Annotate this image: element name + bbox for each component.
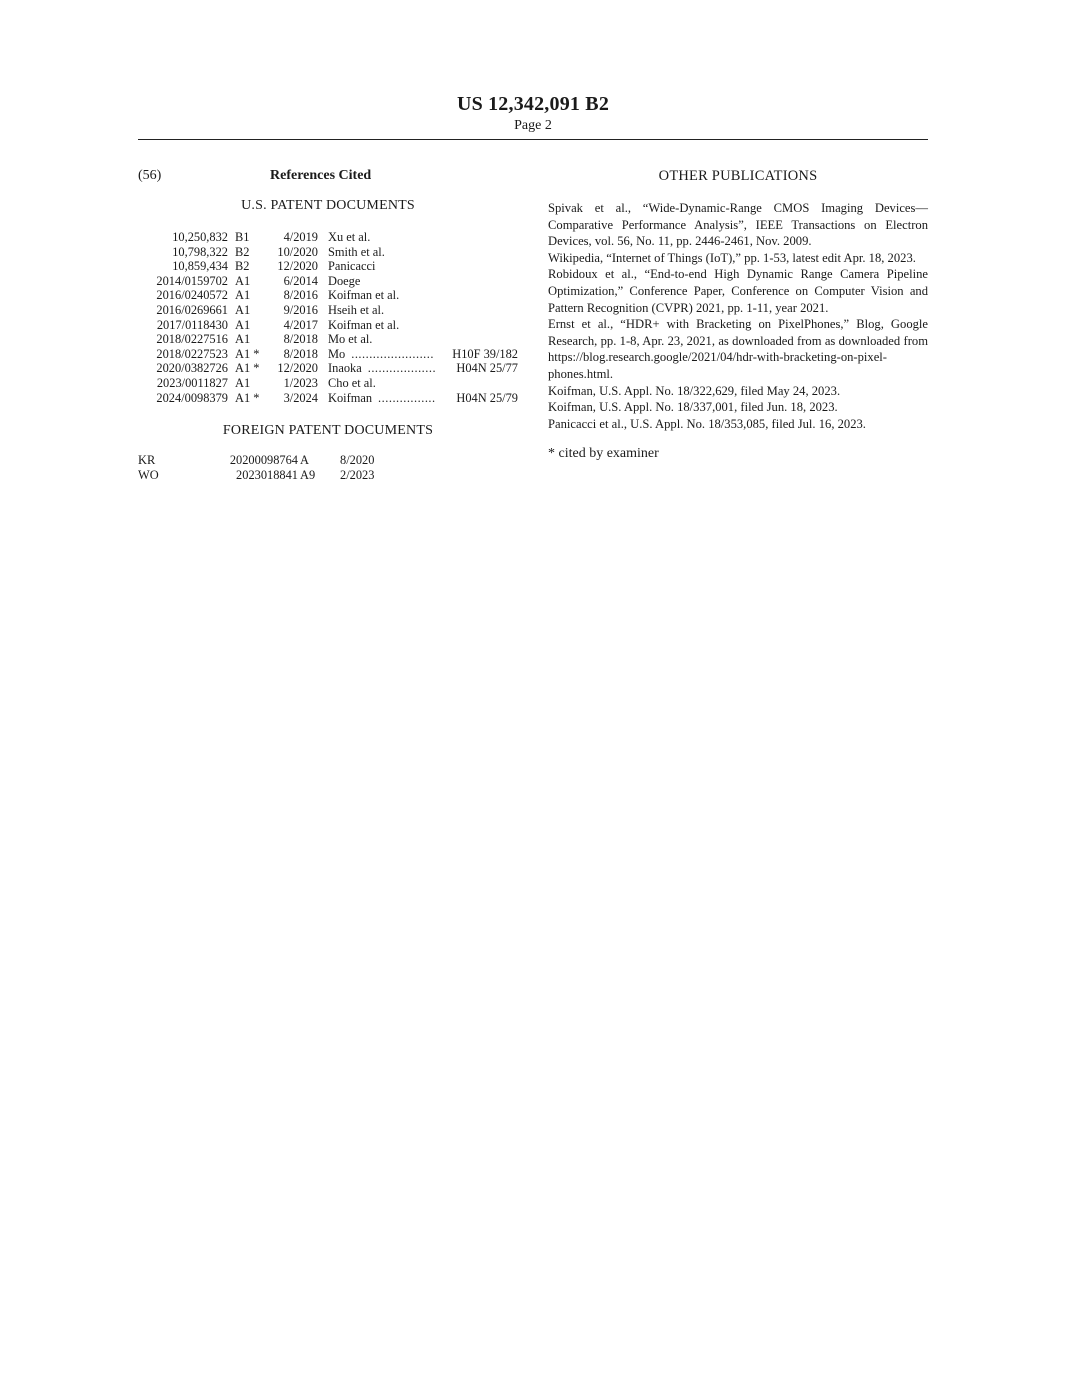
- header-rule: [138, 139, 928, 140]
- publication-entry: Koifman, U.S. Appl. No. 18/322,629, filed May 24, 2023.: [548, 383, 841, 398]
- country-cell: WO: [138, 467, 159, 482]
- leader-dots: ................: [378, 390, 436, 405]
- us-patent-row: [138, 318, 523, 333]
- inventor-cell: Koifman et al.: [328, 288, 400, 303]
- foreign-patent-row: [138, 468, 523, 483]
- us-patent-row: [138, 303, 523, 318]
- date-cell: 4/2019: [283, 230, 318, 244]
- us-patent-row: [138, 259, 523, 274]
- date-cell: 4/2017: [283, 317, 318, 332]
- us-patent-row: [138, 274, 523, 289]
- classification-cell: H04N 25/79: [456, 390, 518, 405]
- us-patent-row: [138, 347, 523, 362]
- inventor-cell: Panicacci: [328, 259, 376, 274]
- patent-number-cell: 20200098764: [229, 453, 298, 468]
- patent-number-cell: 2020/0382726: [156, 361, 228, 376]
- references-heading: [138, 168, 523, 188]
- kind-code-cell: A1: [235, 375, 251, 390]
- classification-cell: H04N 25/77: [456, 361, 518, 376]
- kind-code-cell: B1: [235, 230, 250, 244]
- patent-number-cell: 2018/0227516: [156, 332, 228, 347]
- cited-by-examiner-note: * cited by examiner: [548, 446, 659, 462]
- patent-number-cell: 2024/0098379: [156, 390, 228, 405]
- date-cell: 3/2024: [283, 390, 318, 405]
- kind-code-cell: A1: [235, 288, 251, 303]
- publication-list: [548, 200, 928, 432]
- patent-number-cell: 2016/0269661: [156, 302, 228, 317]
- date-cell: 9/2016: [283, 302, 318, 317]
- other-publications-section: [548, 168, 928, 462]
- publication-entry: Panicacci et al., U.S. Appl. No. 18/353,085, filed Jul. 16, 2023.: [548, 416, 866, 431]
- date-cell: 8/2020: [340, 453, 375, 468]
- date-cell: 12/2020: [277, 361, 318, 376]
- kind-code-cell: A1: [235, 332, 251, 347]
- patent-number: US 12,342,091 B2: [456, 93, 610, 115]
- patent-number-cell: 2023/0011827: [156, 375, 228, 390]
- patent-number-cell: 2023018841: [236, 467, 298, 482]
- date-cell: 2/2023: [340, 467, 375, 482]
- inventor-cell: Doege: [328, 273, 361, 288]
- patent-number-cell: 2016/0240572: [156, 288, 228, 303]
- references-title: References Cited: [270, 168, 372, 183]
- inventor-cell: Smith et al.: [328, 244, 385, 259]
- publication-entry: Wikipedia, “Internet of Things (IoT),” pp. 1-53, latest edit Apr. 18, 2023.: [548, 250, 916, 265]
- kind-code-cell: A1 *: [235, 390, 260, 405]
- kind-code-cell: B2: [235, 244, 250, 259]
- us-patent-row: [138, 245, 523, 260]
- patent-number-cell: 10,250,832: [172, 230, 228, 244]
- inventor-cell: Koifman: [328, 390, 373, 405]
- kind-code-cell: A1: [235, 302, 251, 317]
- leader-dots: .......................: [351, 346, 434, 361]
- date-cell: 8/2018: [283, 346, 318, 361]
- publication-entry: Spivak et al., “Wide-Dynamic-Range CMOS Imaging Devices—Comparative Performance Analysis”, IEEE Transactions on Electron Devices, vol. 56, No. 11, pp. 2446-2461, Nov. 2009.: [548, 201, 928, 249]
- foreign-patent-table: [138, 453, 523, 482]
- kind-code-cell: A9: [300, 467, 316, 482]
- date-cell: 6/2014: [283, 273, 318, 288]
- kind-code-cell: B2: [235, 259, 250, 274]
- kind-code-cell: A1: [235, 317, 251, 332]
- publication-entry: Koifman, U.S. Appl. No. 18/337,001, filed Jun. 18, 2023.: [548, 400, 838, 415]
- field-code: (56): [138, 168, 162, 183]
- kind-code-cell: A1 *: [235, 361, 260, 376]
- inventor-cell: Mo et al.: [328, 332, 373, 347]
- kind-code-cell: A: [300, 453, 309, 468]
- us-patent-row: [138, 376, 523, 391]
- us-patent-row: [138, 361, 523, 376]
- foreign-patent-row: [138, 453, 523, 468]
- patent-number-cell: 2018/0227523: [156, 346, 228, 361]
- date-cell: 10/2020: [277, 244, 318, 259]
- foreign-patent-documents-title: FOREIGN PATENT DOCUMENTS: [222, 423, 434, 439]
- us-patent-row: [138, 391, 523, 406]
- kind-code-cell: A1: [235, 273, 251, 288]
- page-label: Page 2: [514, 118, 552, 133]
- date-cell: 1/2023: [283, 375, 318, 390]
- other-publications-title: OTHER PUBLICATIONS: [658, 168, 818, 184]
- publication-entry: Ernst et al., “HDR+ with Bracketing on PixelPhones,” Blog, Google Research, pp. 1-8, Apr. 23, 2021, as downloaded from as downloaded from https://blog.research.google/2021/04/hdr-with-bracketing-on-pixel-phones.html.: [548, 317, 928, 381]
- us-patent-documents-title: U.S. PATENT DOCUMENTS: [241, 198, 415, 213]
- patent-number-cell: 10,798,322: [172, 244, 228, 259]
- date-cell: 8/2018: [283, 332, 318, 347]
- inventor-cell: Hseih et al.: [328, 302, 385, 317]
- us-patent-row: [138, 332, 523, 347]
- us-patent-row: [138, 288, 523, 303]
- date-cell: 8/2016: [283, 288, 318, 303]
- kind-code-cell: A1 *: [235, 346, 260, 361]
- page-header: [138, 92, 928, 135]
- inventor-cell: Xu et al.: [328, 230, 371, 244]
- references-cited-section: [138, 168, 523, 482]
- us-patent-table: [138, 230, 523, 405]
- publication-entry: Robidoux et al., “End-to-end High Dynamic Range Camera Pipeline Optimization,” Conference Paper, Conference on Computer Vision and Pattern Recognition (CVPR) 2021, pp. 1-11, year 2021.: [548, 267, 928, 315]
- patent-number-cell: 2014/0159702: [156, 273, 228, 288]
- inventor-cell: Cho et al.: [328, 375, 376, 390]
- inventor-cell: Inaoka: [328, 361, 362, 376]
- date-cell: 12/2020: [277, 259, 318, 274]
- patent-number-cell: 2017/0118430: [156, 317, 228, 332]
- country-cell: KR: [138, 453, 156, 468]
- inventor-cell: Mo: [328, 346, 346, 361]
- inventor-cell: Koifman et al.: [328, 317, 400, 332]
- classification-cell: H10F 39/182: [452, 346, 518, 361]
- leader-dots: ...................: [367, 361, 437, 376]
- us-patent-row: [138, 230, 523, 245]
- patent-number-cell: 10,859,434: [172, 259, 228, 274]
